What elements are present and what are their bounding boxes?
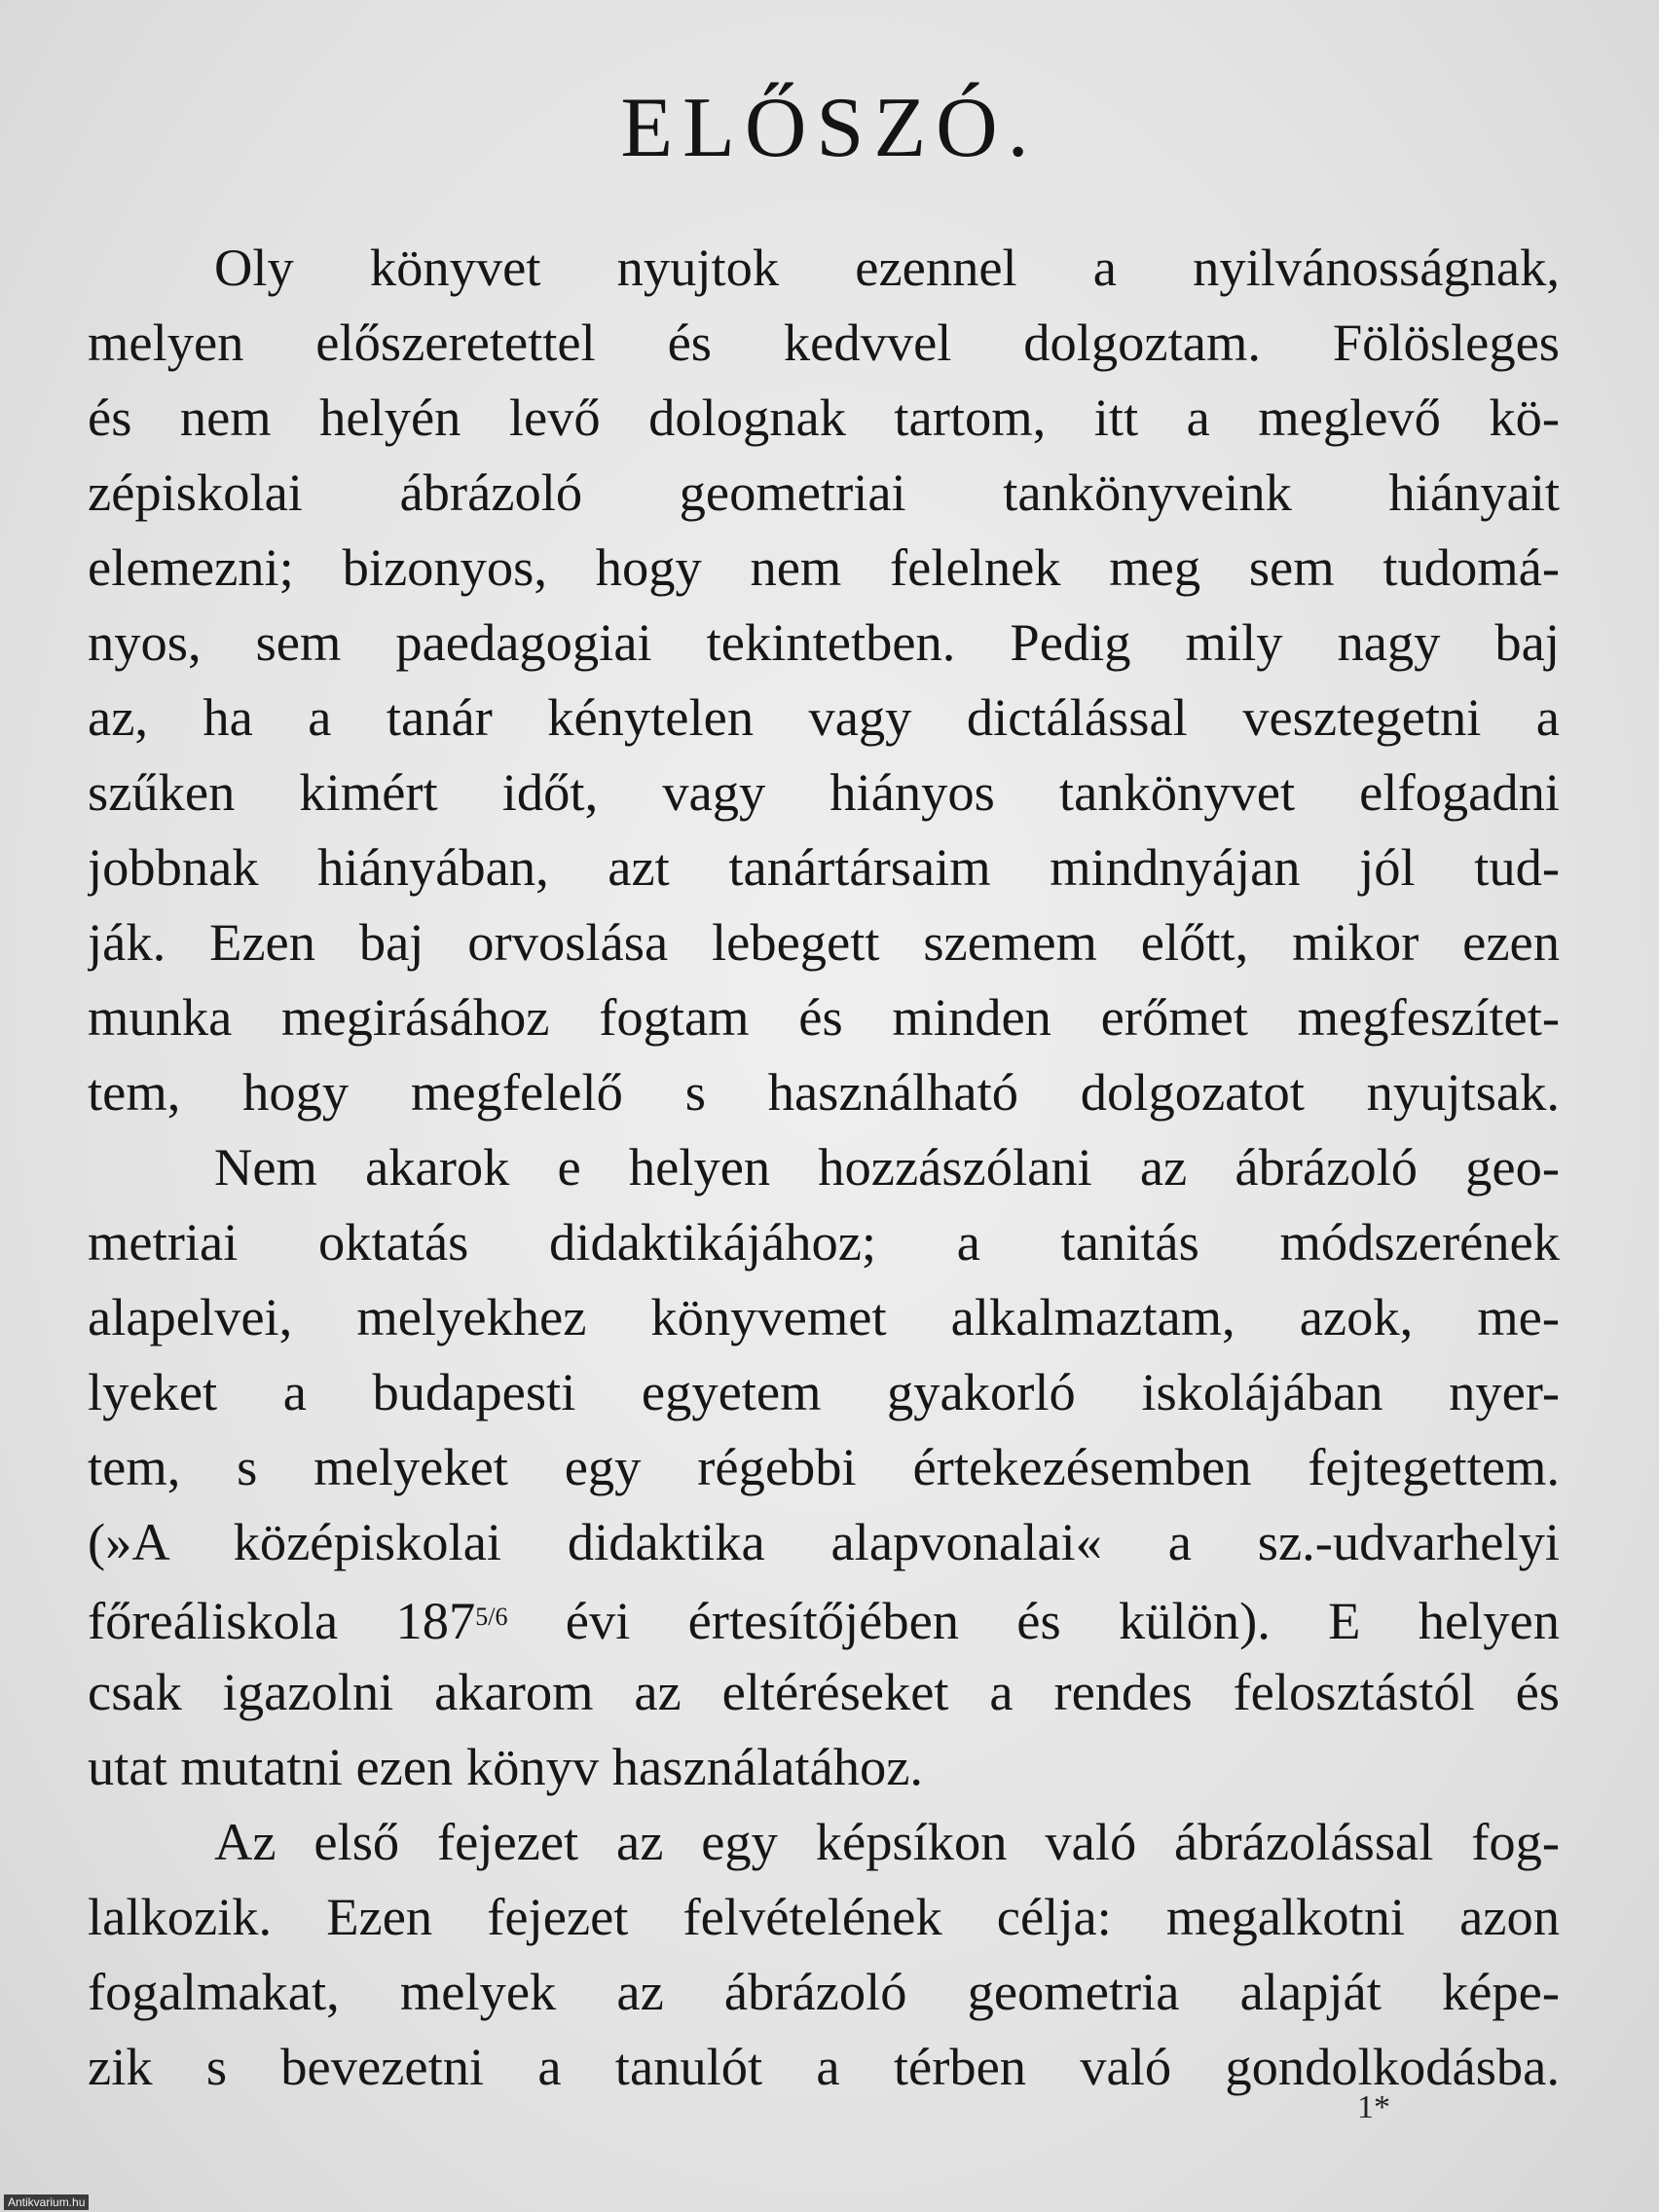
text-line: nyos, sem paedagogiai tekintetben. Pedig mily nagy baj xyxy=(88,612,1560,672)
text-line: az, ha a tanár kénytelen vagy dictálással vesztegetni a xyxy=(88,687,1560,747)
text-line: metriai oktatás didaktikájához; a tanitás módszerének xyxy=(88,1212,1560,1272)
text-line: lyeket a budapesti egyetem gyakorló iskolájában nyer- xyxy=(88,1362,1560,1421)
watermark: Antikvarium.hu xyxy=(4,2194,89,2210)
text-line: Nem akarok e helyen hozzászólani az ábrázoló geo- xyxy=(214,1137,1560,1197)
text-line: zépiskolai ábrázoló geometriai tankönyveink hiányait xyxy=(88,462,1560,522)
text-line: (»A középiskolai didaktika alapvonalai« a sz.-udvarhelyi xyxy=(88,1512,1560,1571)
text-line-with-fraction xyxy=(88,1579,1560,1654)
text-line: lalkozik. Ezen fejezet felvételének célja: megalkotni azon xyxy=(88,1887,1560,1946)
text-line: jobbnak hiányában, azt tanártársaim mindnyájan jól tud- xyxy=(88,837,1560,897)
page-title: ELŐSZÓ. xyxy=(620,81,1039,175)
text-line: melyen előszeretettel és kedvvel dolgoztam. Fölösleges xyxy=(88,313,1560,372)
text-line: utat mutatni ezen könyv használatához. xyxy=(88,1737,924,1796)
fraction-line-after: évi értesítőjében és külön). E helyen xyxy=(507,1591,1560,1650)
text-line: Az első fejezet az egy képsíkon való ábrázolással fog- xyxy=(214,1812,1560,1871)
text-line: szűken kimért időt, vagy hiányos tankönyvet elfogadni xyxy=(88,762,1560,822)
text-line: tem, hogy megfelelő s használható dolgozatot nyujtsak. xyxy=(88,1062,1560,1122)
text-line: tem, s melyeket egy régebbi értekezésemben fejtegettem. xyxy=(88,1437,1560,1496)
fraction-line-before: főreáliskola 187 xyxy=(88,1591,476,1650)
body-text xyxy=(88,230,1560,2104)
text-line: zik s bevezetni a tanulót a térben való gondolkodásba. xyxy=(88,2037,1560,2096)
text-line: elemezni; bizonyos, hogy nem felelnek meg sem tudomá- xyxy=(88,537,1560,597)
page-number: 1* xyxy=(1357,2089,1390,2125)
text-line: Oly könyvet nyujtok ezennel a nyilvánosságnak, xyxy=(214,238,1560,297)
text-line: ják. Ezen baj orvoslása lebegett szemem előtt, mikor ezen xyxy=(88,912,1560,972)
text-line: munka megirásához fogtam és minden erőmet megfeszítet- xyxy=(88,987,1560,1047)
fraction-sup: 5/6 xyxy=(475,1603,508,1631)
text-line: fogalmakat, melyek az ábrázoló geometria alapját képe- xyxy=(88,1962,1560,2021)
text-line: csak igazolni akarom az eltéréseket a rendes felosztástól és xyxy=(88,1662,1560,1721)
text-line: alapelvei, melyekhez könyvemet alkalmaztam, azok, me- xyxy=(88,1287,1560,1346)
text-line: és nem helyén levő dolognak tartom, itt a meglevő kö- xyxy=(88,387,1560,447)
